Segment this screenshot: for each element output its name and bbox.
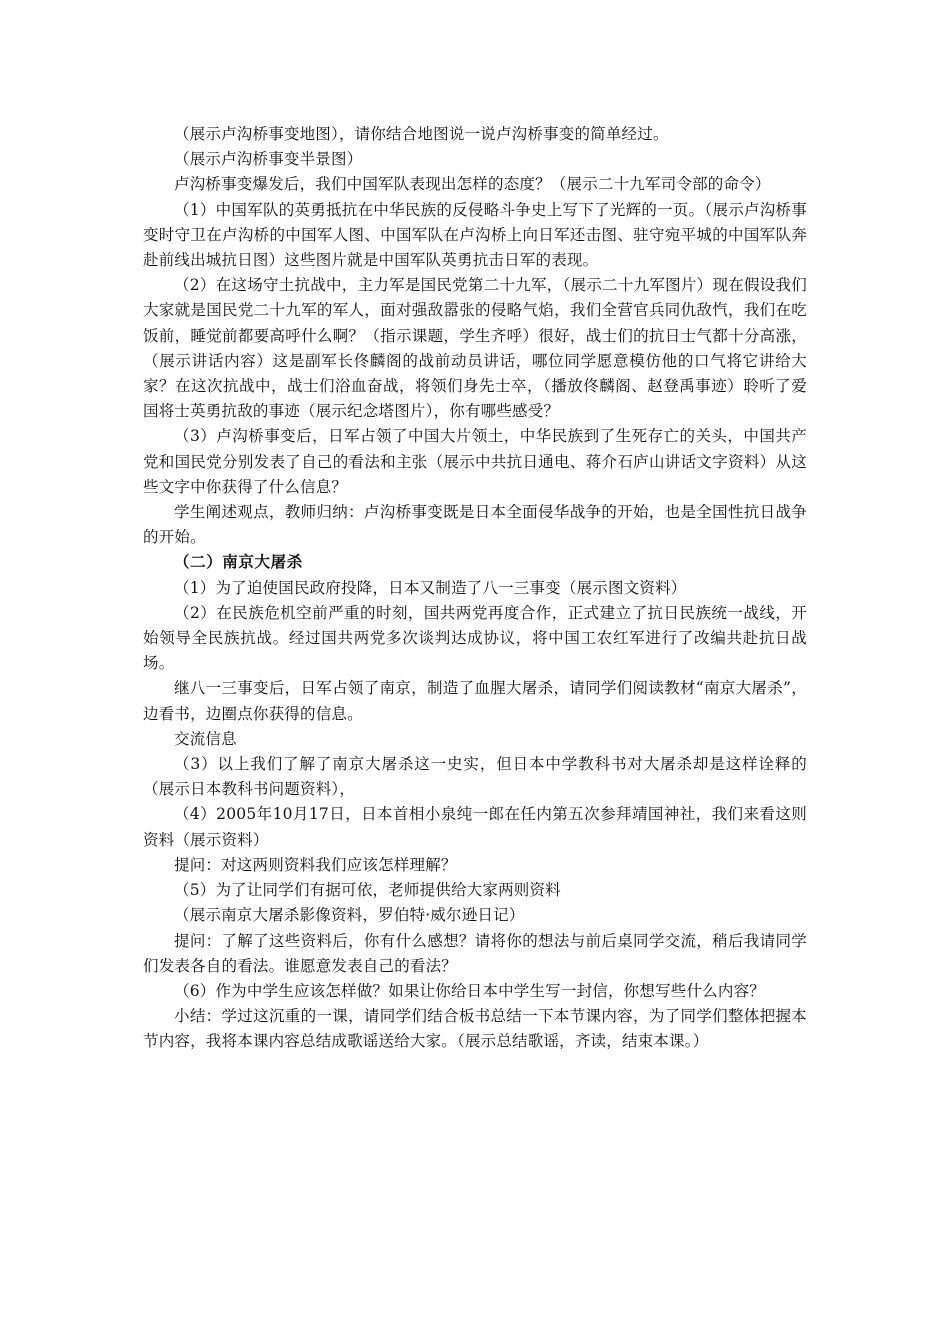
paragraph-29th-army-2: （2）在这场守土抗战中，主力军是国民党第二十九军，（展示二十九军图片）现在假设我们大家就是国民党二十九军的军人，面对强敌嚣张的侵略气焰，我们全营官兵同仇敌忾，我们在吃饭前，睡觉前都要高呼什么啊？（指示课题，学生齐呼）很好，战士们的抗日士气都十分高涨，（展示讲话内容）这是副军长佟麟阁的战前动员讲话，哪位同学愿意模仿他的口气将它讲给大家？在这次抗战中，战士们浴血奋战，将领们身先士卒，（播放佟麟阁、赵登禹事迹）聆听了爱国将士英勇抗敌的事迹（展示纪念塔图片），你有哪些感受？ bbox=[143, 276, 807, 421]
paragraph-question-2: 提问：了解了这些资料后，你有什么感想？请将你的想法与前后桌同学交流，稍后我请同学们发表各自的看法。谁愿意发表自己的看法？ bbox=[143, 931, 807, 975]
paragraph-question-1: 提问：对这两则资料我们应该怎样理解？ bbox=[174, 855, 457, 874]
paragraph-materials-5: （5）为了让同学们有据可依，老师提供给大家两则资料 bbox=[174, 881, 561, 900]
paragraph-summary: 学生阐述观点，教师归纳：卢沟桥事变既是日本全面侵华战争的开始，也是全国性抗日战争的开始。 bbox=[143, 503, 807, 547]
document-body bbox=[143, 122, 807, 1055]
paragraph-resistance-1: （1）中国军队的英勇抵抗在中华民族的反侵略斗争史上写下了光辉的一页。（展示卢沟桥事变时守卫在卢沟桥的中国军人图、中国军队在卢沟桥上向日军还击图、驻守宛平城的中国军队奔赴前线出城抗日图）这些图片就是中国军队英勇抗击日军的表现。 bbox=[143, 200, 807, 270]
paragraph-army-attitude: 卢沟桥事变爆发后，我们中国军队表现出怎样的态度？（展示二十九军司令部的命令） bbox=[174, 175, 771, 194]
paragraph-813-incident-1: （1）为了迫使国民政府投降，日本又制造了八一三事变（展示图文资料） bbox=[174, 578, 687, 597]
section-heading-nanjing: （二）南京大屠杀 bbox=[174, 553, 303, 572]
paragraph-parties-3: （3）卢沟桥事变后，日军占领了中国大片领土，中华民族到了生死存亡的关头，中国共产党和国民党分别发表了自己的看法和主张（展示中共抗日通电、蒋介石庐山讲话文字资料）从这些文字中你获得了什么信息？ bbox=[143, 427, 807, 496]
paragraph-letter-6: （6）作为中学生应该怎样做？如果让你给日本中学生写一封信，你想写些什么内容？ bbox=[174, 981, 765, 1000]
paragraph-united-front-2: （2）在民族危机空前严重的时刻，国共两党再度合作，正式建立了抗日民族统一战线，开始领导全民族抗战。经过国共两党多次谈判达成协议，将中国工农红军进行了改编共赴抗日战场。 bbox=[143, 603, 807, 673]
paragraph-panorama: （展示卢沟桥事变半景图） bbox=[174, 150, 363, 169]
paragraph-nanjing-reading: 继八一三事变后，日军占领了南京，制造了血腥大屠杀，请同学们阅读教材“南京大屠杀”，边看书，边圈点你获得的信息。 bbox=[143, 679, 807, 723]
paragraph-yasukuni-4: （4）2005年10月17日，日本首相小泉纯一郎在任内第五次参拜靖国神社，我们来看这则资料（展示资料） bbox=[143, 805, 807, 849]
paragraph-textbook-3: （3）以上我们了解了南京大屠杀这一史实，但日本中学教科书对大屠杀却是这样诠释的（展示日本教科书问题资料）， bbox=[143, 755, 807, 799]
paragraph-exchange-info: 交流信息 bbox=[174, 729, 237, 748]
paragraph-map: （展示卢沟桥事变地图），请你结合地图说一说卢沟桥事变的简单经过。 bbox=[174, 125, 669, 143]
paragraph-conclusion: 小结：学过这沉重的一课，请同学们结合板书总结一下本节课内容，为了同学们整体把握本节内容，我将本课内容总结成歌谣送给大家。（展示总结歌谣，齐读，结束本课。） bbox=[143, 1007, 807, 1051]
paragraph-wilson-diary: （展示南京大屠杀影像资料，罗伯特·威尔逊日记） bbox=[174, 906, 525, 925]
